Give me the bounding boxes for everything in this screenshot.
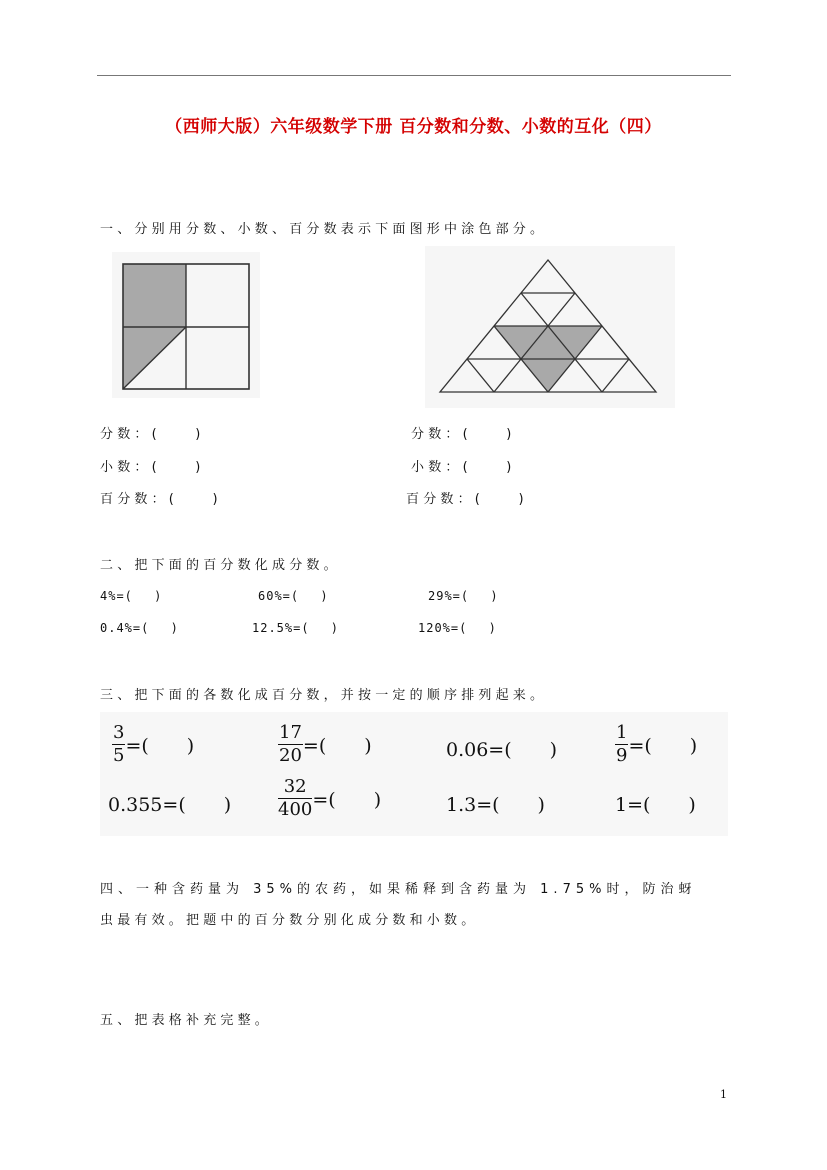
frac-denominator: 400: [278, 799, 313, 820]
q3-item-g: 1.3=( ): [446, 794, 545, 816]
q1-left-percent: 百分数：( ): [100, 492, 222, 507]
q2-item-5: 12.5%=( ): [252, 621, 340, 635]
q1-left-fraction: 分数：( ): [100, 427, 205, 442]
blank: =( ): [312, 789, 382, 811]
q2-item-1: 4%=( ): [100, 589, 163, 603]
q1-right-percent: 百分数：( ): [406, 492, 528, 507]
q1-left-decimal: 小数：( ): [100, 460, 205, 475]
q3-item-b: [278, 724, 372, 765]
page-title: （西师大版）六年级数学下册 百分数和分数、小数的互化（四）: [165, 117, 662, 137]
blank: =( ): [628, 735, 698, 757]
q2-item-2: 60%=( ): [258, 589, 329, 603]
q3-item-h: 1=( ): [615, 794, 696, 816]
square-figure-svg: [112, 252, 260, 398]
blank: =( ): [302, 735, 372, 757]
q2-item-3: 29%=( ): [428, 589, 499, 603]
frac-denominator: 20: [279, 745, 302, 766]
frac-numerator: 1: [616, 722, 628, 743]
frac-numerator: 32: [278, 778, 312, 799]
q3-item-e: 0.355=( ): [108, 794, 232, 816]
q1-right-decimal: 小数：( ): [411, 460, 516, 475]
triangle-figure-svg: [425, 246, 675, 408]
frac-denominator: 9: [616, 745, 628, 766]
frac-denominator: 5: [113, 745, 125, 766]
q3-math-panel: [100, 712, 728, 836]
blank: =( ): [125, 735, 195, 757]
q1-prompt: 一、分别用分数、小数、百分数表示下面图形中涂色部分。: [100, 222, 548, 237]
q4-line-1: 四、一种含药量为 35%的农药，如果稀释到含药量为 1.75%时，防治蚜: [100, 882, 697, 897]
q3-item-a: [112, 724, 194, 765]
q5-prompt: 五、把表格补充完整。: [100, 1013, 273, 1028]
q3-item-c: 0.06=( ): [446, 739, 558, 761]
triangle-figure: [425, 246, 675, 408]
q4-line-2: 虫最有效。把题中的百分数分别化成分数和小数。: [100, 913, 479, 928]
page-number: 1: [720, 1088, 727, 1101]
frac-numerator: 17: [279, 722, 302, 743]
shaded-square-cell: [123, 264, 186, 327]
shaded-tri-4: [521, 359, 575, 392]
frac-numerator: 3: [113, 722, 125, 743]
q2-prompt: 二、把下面的百分数化成分数。: [100, 558, 341, 573]
q1-right-fraction: 分数：( ): [411, 427, 516, 442]
q3-item-d: [615, 724, 697, 765]
q3-prompt: 三、把下面的各数化成百分数，并按一定的顺序排列起来。: [100, 688, 548, 703]
header-rule: [97, 75, 731, 76]
q3-item-f: [278, 778, 381, 819]
q2-item-4: 0.4%=( ): [100, 621, 179, 635]
square-figure: [112, 252, 260, 398]
q2-item-6: 120%=( ): [418, 621, 497, 635]
